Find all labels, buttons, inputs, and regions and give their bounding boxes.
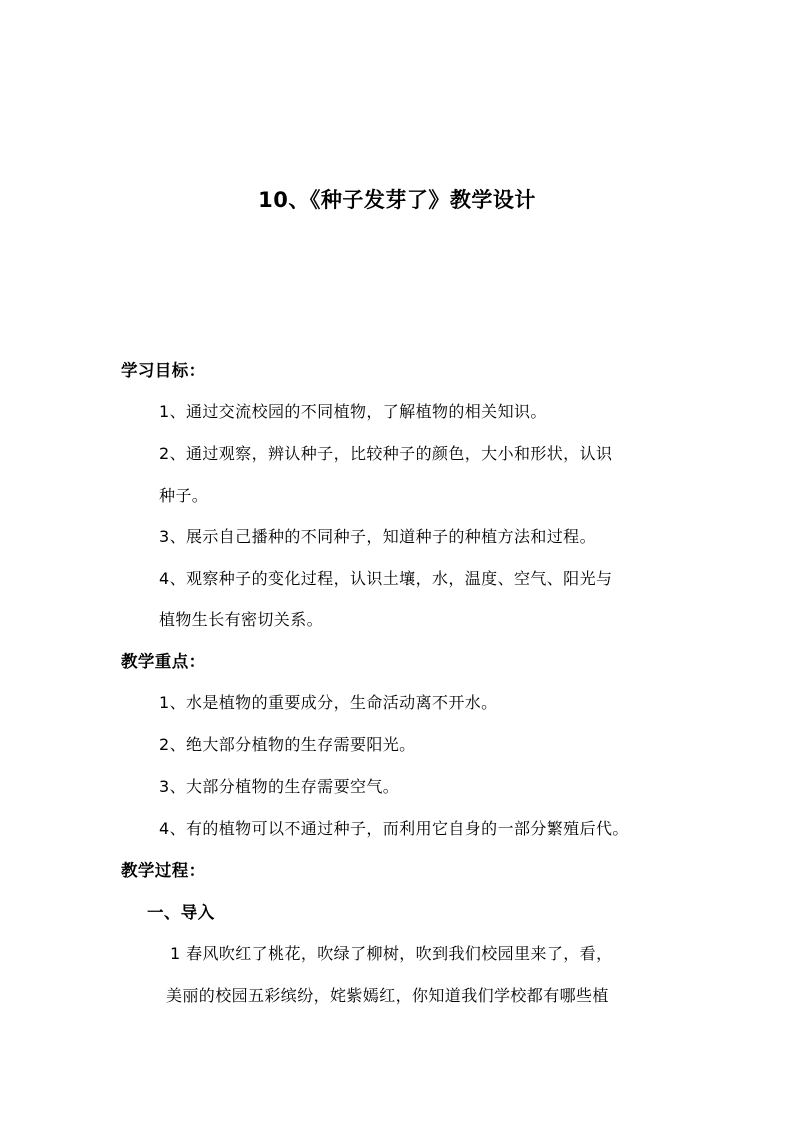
process-heading: 教学过程： [121,861,206,880]
key-point-line: 4、有的植物可以不通过种子，而利用它自身的一部分繁殖后代。 [159,819,629,838]
objective-line: 2、通过观察，辨认种子，比较种子的颜色，大小和形状，认识 [159,444,613,463]
key-point-line: 2、绝大部分植物的生存需要阳光。 [159,735,416,754]
objective-line: 4、观察种子的变化过程，认识土壤，水，温度、空气、阳光与 [159,569,613,588]
process-line: 1 春风吹红了桃花，吹绿了柳树，吹到我们校园里来了，看， [170,944,613,963]
process-line: 美丽的校园五彩缤纷，姹紫嫣红，你知道我们学校都有哪些植 [166,986,609,1005]
key-points-heading: 教学重点： [121,652,206,671]
section-one-heading: 一、导入 [147,903,215,922]
objective-line: 植物生长有密切关系。 [159,610,324,629]
objective-line: 3、展示自己播种的不同种子，知道种子的种植方法和过程。 [159,527,596,546]
objective-line: 1、通过交流校园的不同植物，了解植物的相关知识。 [159,402,547,421]
objective-line: 种子。 [159,486,209,505]
key-point-line: 1、水是植物的重要成分，生命活动离不开水。 [159,693,498,712]
document-title: 10、《种子发芽了》教学设计 [258,188,536,212]
objectives-heading: 学习目标： [121,361,206,380]
key-point-line: 3、大部分植物的生存需要空气。 [159,777,400,796]
